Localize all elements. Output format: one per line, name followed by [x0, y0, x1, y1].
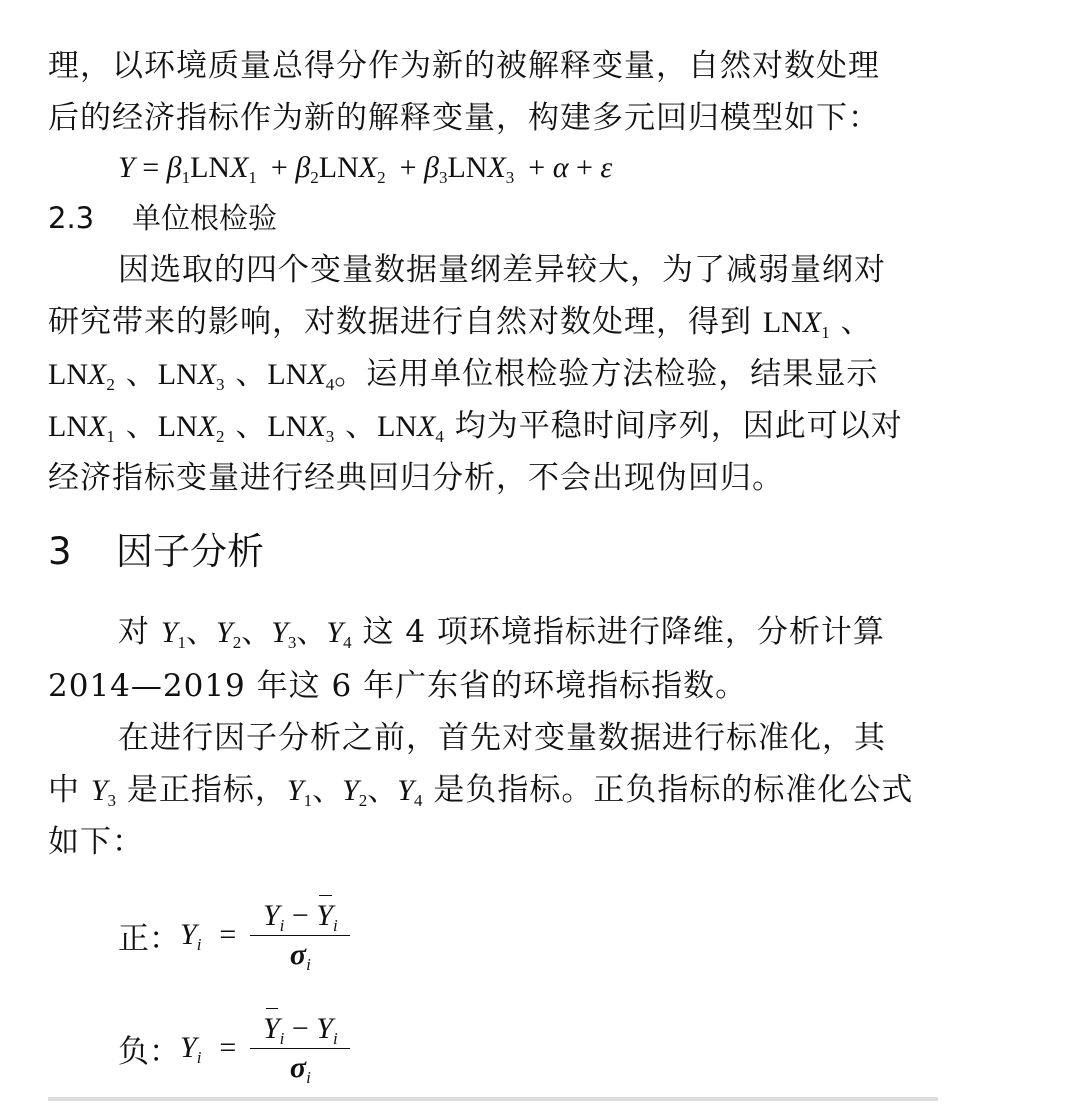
cut-off-text-strip	[48, 1097, 938, 1101]
para2-line4: $LNX_1$ 、$LNX_2$ 、$LNX_3$ 、$LNX_4$ 均为平稳时间序列，因此可以对	[48, 408, 903, 446]
fraction: $\frac{Y_i - Y_i}{\sigma_i}$	[250, 897, 350, 974]
para3-line2: 2014—2019 年这 6 年广东省的环境指标指数。	[48, 668, 748, 704]
section-heading-2-3	[48, 198, 277, 238]
section-heading-3	[48, 528, 264, 576]
regression-equation: $Y = \beta_1LNX_1 + \beta_2LNX_2 + \beta_3LNX_3 + \alpha + \varepsilon$	[118, 151, 613, 187]
formula-negative: 负： $Y_i$ = $\frac{Y_i - Y_i}{\sigma_i}$	[118, 1003, 350, 1093]
para2-line5: 经济指标变量进行经典回归分析，不会出现伪回归。	[48, 460, 784, 496]
formula-label: 正：	[118, 920, 180, 957]
para4-line2: 中 $Y_3$ 是正指标，$Y_1$、$Y_2$、$Y_4$ 是负指标。正负指标的标准化公式	[48, 772, 914, 810]
section-number: 2.3	[48, 201, 95, 235]
section-title: 单位根检验	[132, 201, 278, 235]
formula-positive: 正： $Y_i$ = $\frac{Y_i - Y_i}{\sigma_i}$	[118, 890, 350, 980]
para2-line2: 研究带来的影响，对数据进行自然对数处理，得到 $LNX_1$ 、	[48, 304, 873, 342]
formula-label: 负：	[118, 1033, 180, 1070]
para4-line1: 在进行因子分析之前，首先对变量数据进行标准化，其	[118, 720, 886, 756]
para4-line3: 如下：	[48, 824, 144, 860]
para2-line3: $LNX_2$ 、$LNX_3$ 、$LNX_4$。运用单位根检验方法检验，结果显示	[48, 356, 879, 394]
section-number: 3	[48, 530, 72, 573]
para2-line1: 因选取的四个变量数据量纲差异较大，为了减弱量纲对	[118, 252, 886, 288]
para1-line1: 理，以环境质量总得分作为新的被解释变量，自然对数处理	[48, 48, 880, 84]
fraction: $\frac{Y_i - Y_i}{\sigma_i}$	[250, 1010, 350, 1087]
para3-line1: 对 $Y_1$、$Y_2$、$Y_3$、$Y_4$ 这 4 项环境指标进行降维，分析计算	[118, 614, 885, 652]
section-title: 因子分析	[116, 530, 264, 573]
para1-line2: 后的经济指标作为新的解释变量，构建多元回归模型如下：	[48, 100, 880, 136]
